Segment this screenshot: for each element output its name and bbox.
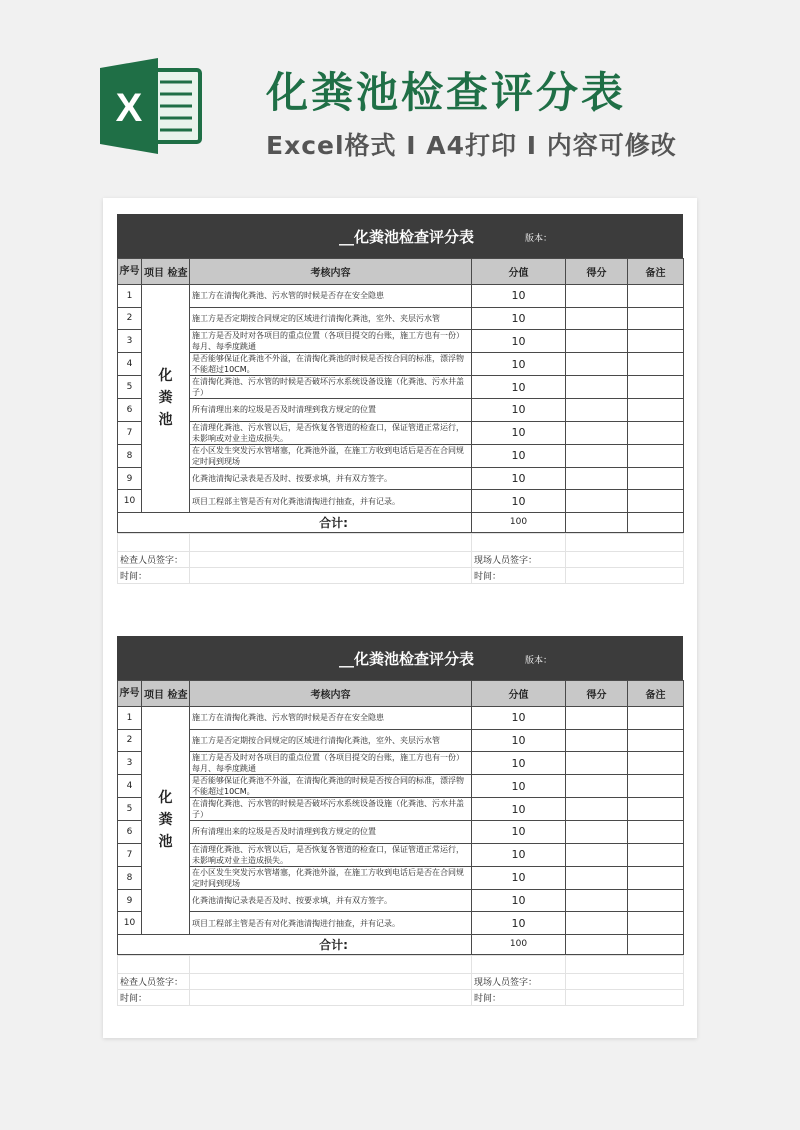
score-sheet <box>117 636 683 1006</box>
note-cell[interactable] <box>628 729 684 752</box>
got-score-cell[interactable] <box>566 729 628 752</box>
row-number: 2 <box>118 729 142 752</box>
total-got-cell[interactable] <box>566 934 628 954</box>
time-row <box>118 567 684 583</box>
header-score: 分值 <box>472 259 566 285</box>
table-row <box>118 353 684 376</box>
note-cell[interactable] <box>628 490 684 513</box>
table-row <box>118 376 684 399</box>
check-content: 施工方是否定期按合同规定的区域进行清掏化粪池，室外、夹层污水管 <box>190 307 472 330</box>
note-cell[interactable] <box>628 866 684 889</box>
note-cell[interactable] <box>628 421 684 444</box>
row-number: 5 <box>118 376 142 399</box>
sheet-title-bar <box>117 636 683 680</box>
check-content: 施工方是否定期按合同规定的区域进行清掏化粪池，室外、夹层污水管 <box>190 729 472 752</box>
header-content: 考核内容 <box>190 681 472 707</box>
signature-table <box>117 533 684 584</box>
inspector-sign-label: 检查人员签字： <box>118 551 190 567</box>
total-got-cell[interactable] <box>566 512 628 532</box>
category-cell <box>142 707 190 935</box>
table-row <box>118 467 684 490</box>
table-row <box>118 707 684 730</box>
check-content: 施工方是否及时对各项目的重点位置（各项目提交的台账，施工方也有一份）每月、每季度跳通 <box>190 330 472 353</box>
table-row <box>118 729 684 752</box>
row-number: 3 <box>118 330 142 353</box>
version-label: 版本： <box>525 234 553 244</box>
score-value: 10 <box>472 707 566 730</box>
row-number: 2 <box>118 307 142 330</box>
note-cell[interactable] <box>628 843 684 866</box>
check-content: 化粪池清掏记录表是否及时、按要求填，并有双方签字。 <box>190 467 472 490</box>
table-row <box>118 843 684 866</box>
row-number: 7 <box>118 843 142 866</box>
score-value: 10 <box>472 353 566 376</box>
score-value: 10 <box>472 912 566 935</box>
header-note: 备注 <box>628 681 684 707</box>
note-cell[interactable] <box>628 707 684 730</box>
sheet-title: __化粪池检查评分表 <box>339 228 475 246</box>
got-score-cell[interactable] <box>566 353 628 376</box>
spacer-row <box>118 955 684 973</box>
signature-row <box>118 551 684 567</box>
score-value: 10 <box>472 821 566 844</box>
score-value: 10 <box>472 490 566 513</box>
got-score-cell[interactable] <box>566 399 628 422</box>
check-content: 在小区发生突发污水管堵塞，化粪池外溢，在施工方收到电话后是否在合同规定时间到现场 <box>190 866 472 889</box>
got-score-cell[interactable] <box>566 376 628 399</box>
table-header-row <box>118 681 684 707</box>
score-value: 10 <box>472 330 566 353</box>
score-value: 10 <box>472 307 566 330</box>
row-number: 1 <box>118 285 142 308</box>
got-score-cell[interactable] <box>566 798 628 821</box>
category-char: 化 <box>158 790 173 807</box>
header-got: 得分 <box>566 259 628 285</box>
note-cell[interactable] <box>628 330 684 353</box>
note-cell[interactable] <box>628 775 684 798</box>
table-row <box>118 866 684 889</box>
row-number: 6 <box>118 399 142 422</box>
check-content: 在清掏化粪池、污水管的时候是否破坏污水系统设备设施（化粪池、污水井盖子） <box>190 798 472 821</box>
header-seq: 序号 <box>118 681 142 707</box>
check-content: 是否能够保证化粪池不外溢，在清掏化粪池的时候是否按合同的标准，漂浮物不能超过10CM。 <box>190 775 472 798</box>
site-sign-label: 现场人员签字： <box>472 973 566 989</box>
score-value: 10 <box>472 376 566 399</box>
note-cell[interactable] <box>628 889 684 912</box>
inspector-sign-label: 检查人员签字： <box>118 973 190 989</box>
score-value: 10 <box>472 285 566 308</box>
check-content: 化粪池清掏记录表是否及时、按要求填，并有双方签字。 <box>190 889 472 912</box>
total-value: 100 <box>472 512 566 532</box>
check-content: 施工方是否及时对各项目的重点位置（各项目提交的台账，施工方也有一份）每月、每季度跳通 <box>190 752 472 775</box>
got-score-cell[interactable] <box>566 444 628 467</box>
check-content: 施工方在清掏化粪池、污水管的时候是否存在安全隐患 <box>190 707 472 730</box>
score-value: 10 <box>472 399 566 422</box>
site-time-field[interactable] <box>566 567 684 583</box>
total-row <box>118 934 684 954</box>
check-content: 在清掏化粪池、污水管的时候是否破坏污水系统设备设施（化粪池、污水井盖子） <box>190 376 472 399</box>
logo-letter: X <box>115 86 143 130</box>
table-row <box>118 285 684 308</box>
got-score-cell[interactable] <box>566 421 628 444</box>
score-table <box>117 680 684 955</box>
got-score-cell[interactable] <box>566 866 628 889</box>
header-got: 得分 <box>566 681 628 707</box>
row-number: 1 <box>118 707 142 730</box>
note-cell[interactable] <box>628 285 684 308</box>
table-header-row <box>118 259 684 285</box>
header-note: 备注 <box>628 259 684 285</box>
table-row <box>118 821 684 844</box>
got-score-cell[interactable] <box>566 775 628 798</box>
row-number: 3 <box>118 752 142 775</box>
table-row <box>118 889 684 912</box>
table-row <box>118 444 684 467</box>
version-label: 版本： <box>525 656 553 666</box>
got-score-cell[interactable] <box>566 330 628 353</box>
row-number: 10 <box>118 490 142 513</box>
check-content: 在清理化粪池、污水管以后，是否恢复各管道的检查口，保证管道正常运行，未影响或对业主造成损失。 <box>190 421 472 444</box>
header-seq: 序号 <box>118 259 142 285</box>
note-cell[interactable] <box>628 307 684 330</box>
category-char: 池 <box>158 412 173 429</box>
page-title: 化粪池检查评分表 <box>266 68 627 117</box>
inspector-sign-field[interactable] <box>190 973 472 989</box>
table-row <box>118 399 684 422</box>
score-value: 10 <box>472 467 566 490</box>
total-row <box>118 512 684 532</box>
got-score-cell[interactable] <box>566 467 628 490</box>
header-content: 考核内容 <box>190 259 472 285</box>
signature-row <box>118 973 684 989</box>
score-value: 10 <box>472 444 566 467</box>
check-content: 在清理化粪池、污水管以后，是否恢复各管道的检查口，保证管道正常运行，未影响或对业主造成损失。 <box>190 843 472 866</box>
table-row <box>118 775 684 798</box>
check-content: 所有清理出来的垃圾是否及时清理到我方规定的位置 <box>190 821 472 844</box>
check-content: 是否能够保证化粪池不外溢，在清掏化粪池的时候是否按合同的标准，漂浮物不能超过10CM。 <box>190 353 472 376</box>
row-number: 5 <box>118 798 142 821</box>
check-content: 在小区发生突发污水管堵塞，化粪池外溢，在施工方收到电话后是否在合同规定时间到现场 <box>190 444 472 467</box>
note-cell[interactable] <box>628 444 684 467</box>
site-time-label: 时间： <box>472 989 566 1005</box>
got-score-cell[interactable] <box>566 285 628 308</box>
check-content: 项目工程部主管是否有对化粪池清掏进行抽查，并有记录。 <box>190 490 472 513</box>
score-value: 10 <box>472 866 566 889</box>
site-sign-label: 现场人员签字： <box>472 551 566 567</box>
site-sign-field[interactable] <box>566 551 684 567</box>
note-cell[interactable] <box>628 399 684 422</box>
note-cell[interactable] <box>628 353 684 376</box>
check-content: 项目工程部主管是否有对化粪池清掏进行抽查，并有记录。 <box>190 912 472 935</box>
category-char: 化 <box>158 368 173 385</box>
table-row <box>118 490 684 513</box>
site-sign-field[interactable] <box>566 973 684 989</box>
got-score-cell[interactable] <box>566 889 628 912</box>
note-cell[interactable] <box>628 376 684 399</box>
row-number: 8 <box>118 444 142 467</box>
got-score-cell[interactable] <box>566 307 628 330</box>
page-header <box>0 0 800 190</box>
site-time-label: 时间： <box>472 567 566 583</box>
score-sheet <box>117 214 683 584</box>
note-cell[interactable] <box>628 467 684 490</box>
note-cell[interactable] <box>628 912 684 935</box>
table-row <box>118 752 684 775</box>
got-score-cell[interactable] <box>566 843 628 866</box>
header-item: 项目 检查 <box>142 259 190 285</box>
table-row <box>118 912 684 935</box>
category-cell <box>142 285 190 513</box>
excel-logo-icon <box>100 58 204 154</box>
note-cell[interactable] <box>628 798 684 821</box>
score-value: 10 <box>472 752 566 775</box>
inspector-sign-field[interactable] <box>190 551 472 567</box>
time-row <box>118 989 684 1005</box>
sheet-title-bar <box>117 214 683 258</box>
got-score-cell[interactable] <box>566 490 628 513</box>
category-char: 粪 <box>158 390 173 407</box>
row-number: 6 <box>118 821 142 844</box>
score-value: 10 <box>472 798 566 821</box>
spacer-row <box>118 533 684 551</box>
table-row <box>118 421 684 444</box>
note-cell[interactable] <box>628 752 684 775</box>
row-number: 4 <box>118 353 142 376</box>
got-score-cell[interactable] <box>566 912 628 935</box>
row-number: 4 <box>118 775 142 798</box>
row-number: 9 <box>118 889 142 912</box>
got-score-cell[interactable] <box>566 707 628 730</box>
score-table <box>117 258 684 533</box>
table-row <box>118 798 684 821</box>
header-item: 项目 检查 <box>142 681 190 707</box>
inspector-time-field[interactable] <box>190 567 472 583</box>
note-cell[interactable] <box>628 821 684 844</box>
category-char: 粪 <box>158 812 173 829</box>
page-subtitle: Excel格式 I A4打印 I 内容可修改 <box>266 131 677 160</box>
site-time-field[interactable] <box>566 989 684 1005</box>
row-number: 9 <box>118 467 142 490</box>
got-score-cell[interactable] <box>566 821 628 844</box>
inspector-time-label: 时间： <box>118 989 190 1005</box>
score-value: 10 <box>472 729 566 752</box>
inspector-time-field[interactable] <box>190 989 472 1005</box>
score-value: 10 <box>472 843 566 866</box>
check-content: 施工方在清掏化粪池、污水管的时候是否存在安全隐患 <box>190 285 472 308</box>
inspector-time-label: 时间： <box>118 567 190 583</box>
category-char: 池 <box>158 834 173 851</box>
signature-table <box>117 955 684 1006</box>
got-score-cell[interactable] <box>566 752 628 775</box>
check-content: 所有清理出来的垃圾是否及时清理到我方规定的位置 <box>190 399 472 422</box>
row-number: 10 <box>118 912 142 935</box>
total-note-cell[interactable] <box>628 512 684 532</box>
table-row <box>118 330 684 353</box>
total-label: 合计: <box>118 934 472 954</box>
total-label: 合计: <box>118 512 472 532</box>
sheet-title: __化粪池检查评分表 <box>339 650 475 668</box>
score-value: 10 <box>472 421 566 444</box>
total-value: 100 <box>472 934 566 954</box>
header-score: 分值 <box>472 681 566 707</box>
score-value: 10 <box>472 889 566 912</box>
total-note-cell[interactable] <box>628 934 684 954</box>
score-value: 10 <box>472 775 566 798</box>
row-number: 8 <box>118 866 142 889</box>
table-row <box>118 307 684 330</box>
row-number: 7 <box>118 421 142 444</box>
